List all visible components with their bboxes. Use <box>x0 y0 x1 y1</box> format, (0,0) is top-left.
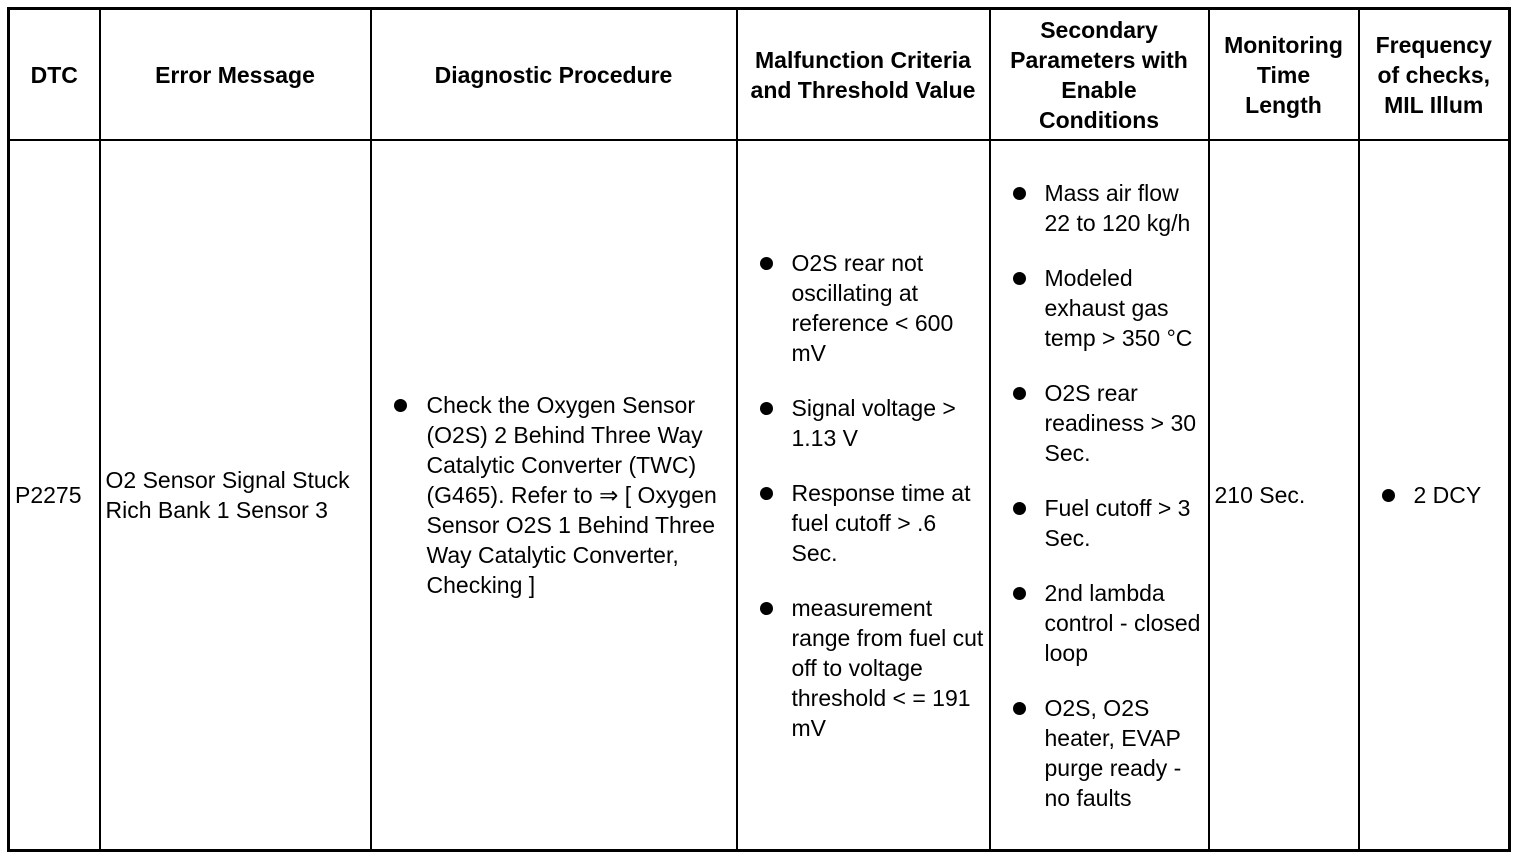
bullet-icon <box>1013 387 1026 400</box>
header-malfunction-criteria: Malfunction Criteria and Threshold Value <box>737 9 990 141</box>
table-row <box>9 140 1510 851</box>
list-item-text: 2nd lambda control - closed loop <box>1044 579 1201 666</box>
list-item <box>738 393 989 453</box>
bullet-icon <box>760 602 773 615</box>
cell-diagnostic-procedure <box>371 140 737 851</box>
list-item-text: O2S, O2S heater, EVAP purge ready - no faults <box>1044 694 1182 811</box>
header-dtc: DTC <box>9 9 100 141</box>
list-item <box>991 493 1208 553</box>
bullet-icon <box>1013 272 1026 285</box>
list-item-text: 2 DCY <box>1413 482 1482 508</box>
cell-error-message: O2 Sensor Signal Stuck Rich Bank 1 Sensor 3 <box>100 140 371 851</box>
bullet-icon <box>1013 187 1026 200</box>
list-item <box>991 693 1208 813</box>
list-item <box>991 178 1208 238</box>
list-item-text: O2S rear not oscillating at reference < 600 mV <box>791 249 954 366</box>
list-item-text: Fuel cutoff > 3 Sec. <box>1044 494 1191 551</box>
bullet-icon <box>1013 702 1026 715</box>
bullet-icon <box>1013 587 1026 600</box>
bullet-icon <box>760 257 773 270</box>
cell-malfunction-criteria <box>737 140 990 851</box>
list-item <box>738 478 989 568</box>
cell-monitoring-time: 210 Sec. <box>1209 140 1359 851</box>
list-item <box>738 593 989 743</box>
secondary-parameters-list <box>991 178 1208 813</box>
list-item-text: Check the Oxygen Sensor (O2S) 2 Behind Three Way Catalytic Converter (TWC) (G465). Refer to ⇒ [ Oxygen Sensor O2S 1 Behind Three Way Catalytic Converter, Checking ] <box>426 392 717 598</box>
list-item <box>991 378 1208 468</box>
dtc-table <box>7 7 1511 852</box>
list-item <box>738 248 989 368</box>
malfunction-criteria-list <box>738 248 989 743</box>
header-diagnostic-procedure: Diagnostic Procedure <box>371 9 737 141</box>
header-error-message: Error Message <box>100 9 371 141</box>
list-item <box>991 263 1208 353</box>
list-item-text: Signal voltage > 1.13 V <box>791 394 956 451</box>
list-item-text: Response time at fuel cutoff > .6 Sec. <box>791 479 971 566</box>
cell-secondary-parameters <box>990 140 1209 851</box>
list-item-text: Mass air flow 22 to 120 kg/h <box>1044 179 1191 236</box>
header-monitoring-time: Monitoring Time Length <box>1209 9 1359 141</box>
bullet-icon <box>1382 489 1395 502</box>
list-item <box>372 390 736 600</box>
header-row <box>9 9 1510 141</box>
list-item-text: O2S rear readiness > 30 Sec. <box>1044 379 1197 466</box>
header-frequency: Frequency of checks, MIL Illum <box>1359 9 1510 141</box>
list-item <box>991 578 1208 668</box>
list-item <box>1360 480 1509 510</box>
header-secondary-parameters: Secondary Parameters with Enable Conditions <box>990 9 1209 141</box>
bullet-icon <box>394 399 407 412</box>
diagnostic-procedure-list <box>372 390 736 600</box>
cell-dtc: P2275 <box>9 140 100 851</box>
list-item-text: Modeled exhaust gas temp > 350 °C <box>1044 264 1193 351</box>
bullet-icon <box>1013 502 1026 515</box>
list-item-text: measurement range from fuel cut off to voltage threshold < = 191 mV <box>791 594 984 741</box>
frequency-list <box>1360 480 1509 510</box>
bullet-icon <box>760 402 773 415</box>
cell-frequency <box>1359 140 1510 851</box>
bullet-icon <box>760 487 773 500</box>
